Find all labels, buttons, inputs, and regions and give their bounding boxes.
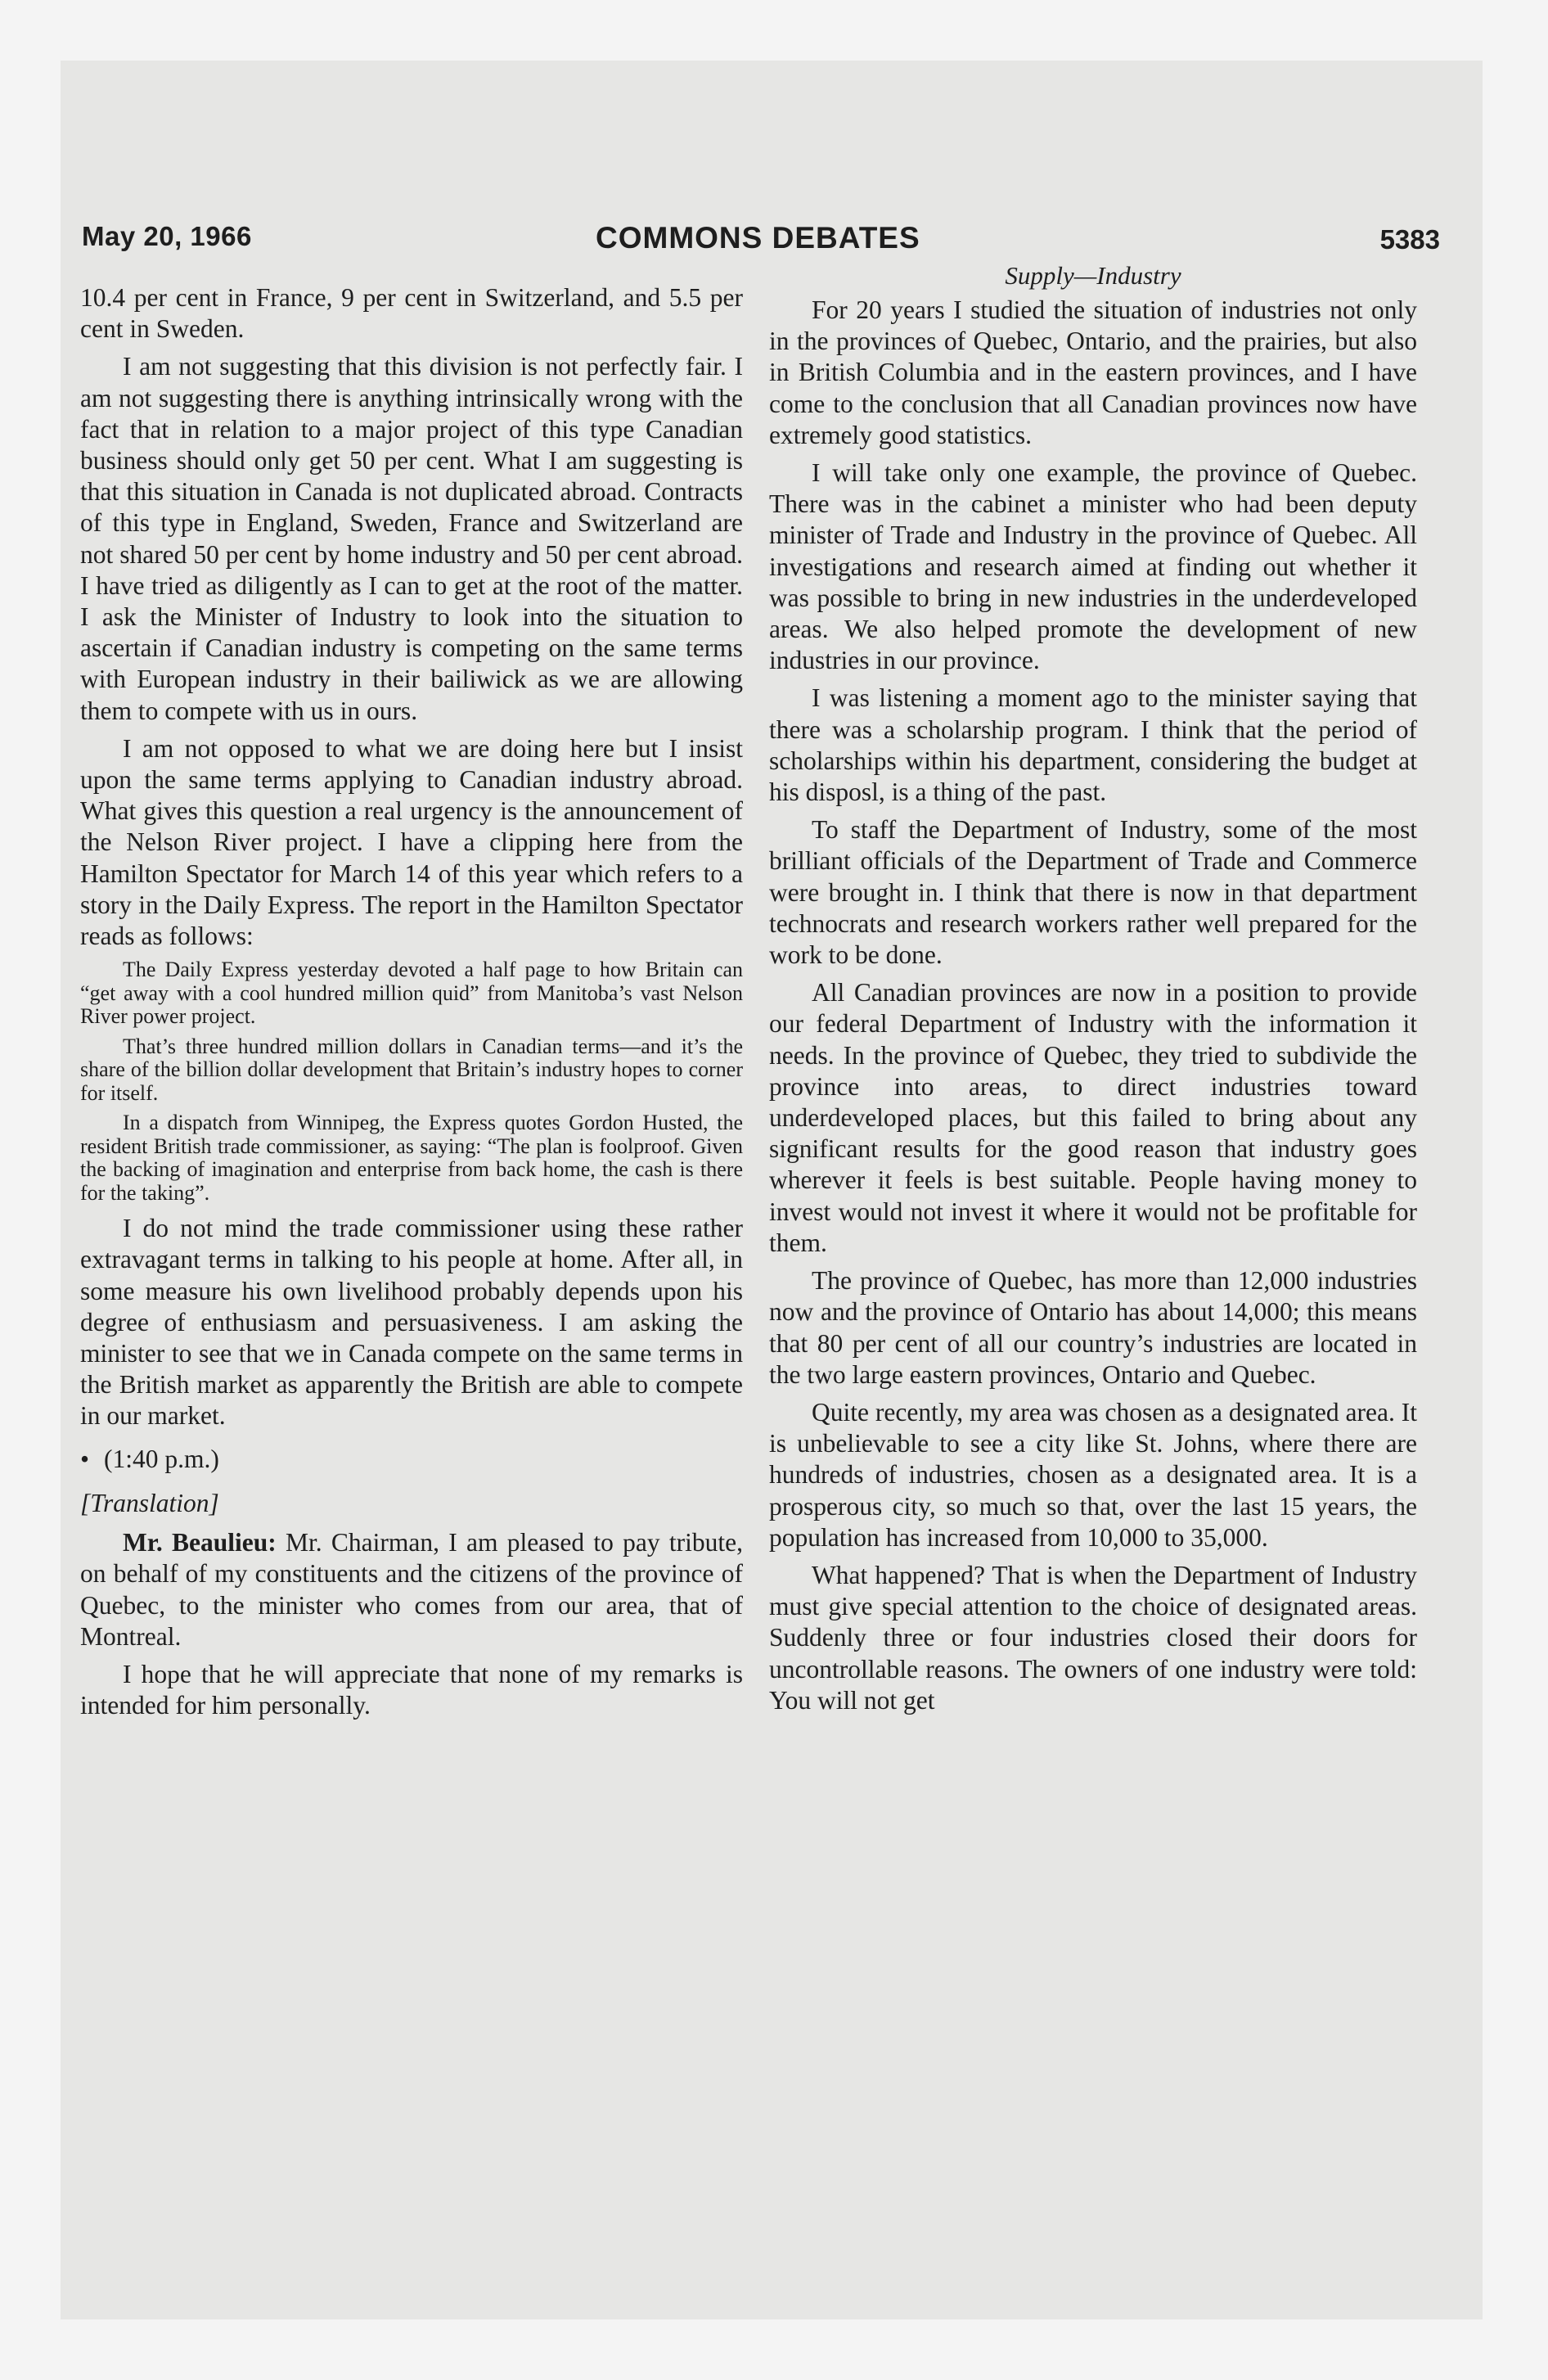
header-title: COMMONS DEBATES	[596, 221, 920, 255]
paragraph: I hope that he will appreciate that none of my remarks is intended for him personally.	[80, 1659, 743, 1720]
paragraph: For 20 years I studied the situation of industries not only in the provinces of Quebec, Ontario, and the prairies, but also in British Columbia and in the eastern provinces, and I have come to the conclusion that all Canadian provinces now have extremely good statistics.	[769, 295, 1417, 449]
time-stamp	[80, 1444, 743, 1475]
paragraph: 10.4 per cent in France, 9 per cent in Switzerland, and 5.5 per cent in Sweden.	[80, 283, 743, 344]
speech-text: Mr. Chairman, I am pleased to pay tribute, on behalf of my constituents and the citizens of the province of Quebec, to the minister who comes from our area, that of Montreal.	[80, 1528, 744, 1651]
paragraph: To staff the Department of Industry, some of the most brilliant officials of the Department of Trade and Commerce were brought in. I think that there is now in that department technocrats and research workers rather well prepared for the work to be done.	[769, 815, 1417, 970]
paragraph: What happened? That is when the Department of Industry must give special attention to the choice of designated areas. Suddenly three or four industries closed their doors for uncontrollable reasons. The owners of one industry were told: You will not get	[769, 1560, 1417, 1715]
paragraph: I was listening a moment ago to the minister saying that there was a scholarship program. I think that the period of scholarships within his department, considering the budget at his disposl, is a thing of the past.	[769, 683, 1417, 807]
page-number: 5383	[1379, 224, 1440, 255]
time-text: (1:40 p.m.)	[104, 1444, 219, 1473]
paragraph: I am not suggesting that this division is not perfectly fair. I am not suggesting there is anything intrinsically wrong with the fact that in relation to a major project of this type Canadian business should only get 50 per cent. What I am suggesting is that this situation in Canada is not duplicated abroad. Contracts of this type in England, Sweden, France and Switzerland are not shared 50 per cent by home industry and 50 per cent abroad. I have tried as diligently as I can to get at the root of the matter. I ask the Minister of Industry to look into the situation to ascertain if Canadian industry is competing on the same terms with European industry in their bailiwick as we are allowing them to compete with us in ours.	[80, 352, 743, 725]
quote-paragraph: In a dispatch from Winnipeg, the Express quotes Gordon Husted, the resident British trade commissioner, as saying: “The plan is foolproof. Given the backing of imagination and enterprise from back home, the cash is there for the taking”.	[80, 1111, 743, 1205]
quote-paragraph: That’s three hundred million dollars in Canadian terms—and it’s the share of the billion dollar development that Britain’s industry hopes to corner for itself.	[80, 1034, 743, 1105]
block-quote	[80, 958, 743, 1205]
speaker-paragraph	[80, 1527, 743, 1652]
paragraph: The province of Quebec, has more than 12,000 industries now and the province of Ontario has about 14,000; this means that 80 per cent of all our country’s industries are located in the two large eastern provinces, Ontario and Quebec.	[769, 1266, 1417, 1389]
paragraph: I will take only one example, the province of Quebec. There was in the cabinet a minister who had been deputy minister of Trade and Industry in the province of Quebec. All investigations and research aimed at finding out whether it was possible to bring in new industries in the underdeveloped areas. We also helped promote the development of new industries in our province.	[769, 458, 1417, 675]
paragraph: All Canadian provinces are now in a position to provide our federal Department of Industry with the information it needs. In the province of Quebec, they tried to subdivide the province into areas, to direct industries toward underdeveloped places, but this failed to bring about any significant results for the good reason that industry goes wherever it feels is best suitable. People having money to invest would not invest it where it would not be profitable for them.	[769, 978, 1417, 1257]
running-head: Supply—Industry	[1005, 261, 1181, 290]
quote-paragraph: The Daily Express yesterday devoted a half page to how Britain can “get away with a cool hundred million quid” from Manitoba’s vast Nelson River power project.	[80, 958, 743, 1029]
page-header	[82, 221, 1440, 262]
header-date: May 20, 1966	[82, 221, 252, 251]
paragraph: I am not opposed to what we are doing here but I insist upon the same terms applying to Canadian industry abroad. What gives this question a real urgency is the announcement of the Nelson River project. I have a clipping here from the Hamilton Spectator for March 14 of this year which refers to a story in the Daily Express. The report in the Hamilton Spectator reads as follows:	[80, 733, 743, 951]
bullet-icon: •	[80, 1444, 90, 1473]
paragraph: Quite recently, my area was chosen as a designated area. It is unbelievable to see a city like St. Johns, where there are hundreds of industries, chosen as a designated area. It is a prosperous city, so much so that, over the last 15 years, the population has increased from 10,000 to 35,000.	[769, 1397, 1417, 1552]
paragraph: I do not mind the trade commissioner using these rather extravagant terms in talking to his people at home. After all, in some measure his own livelihood probably depends upon his degree of enthusiasm and persuasiveness. I am asking the minister to see that we in Canada compete on the same terms in the British market as apparently the British are able to compete in our market.	[80, 1214, 743, 1431]
right-column	[769, 260, 1417, 1723]
left-column	[80, 282, 743, 1728]
translation-label: [Translation]	[80, 1488, 219, 1517]
speaker-name: Mr. Beaulieu:	[123, 1528, 277, 1557]
